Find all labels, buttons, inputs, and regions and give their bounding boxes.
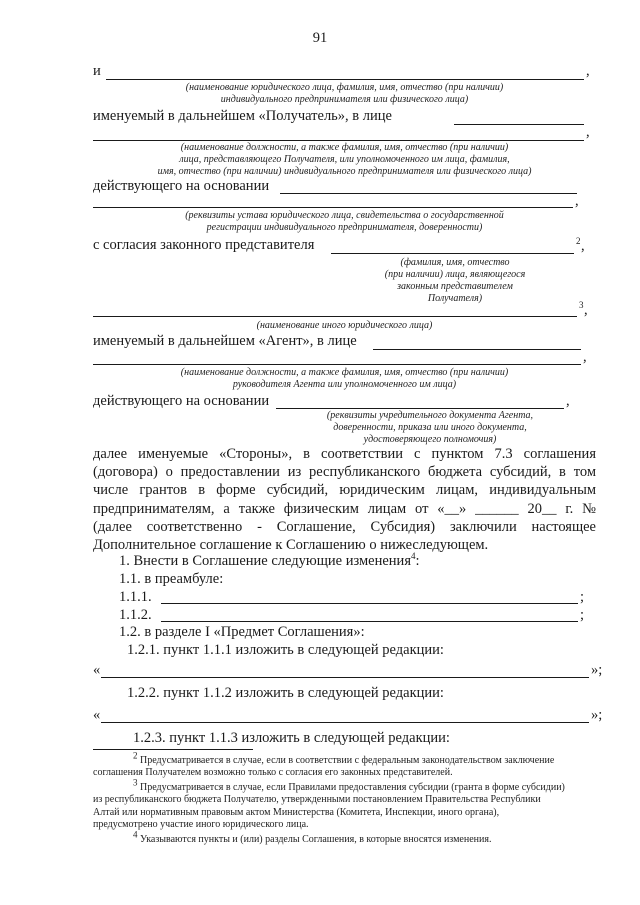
footnote-2: 2 Предусматривается в случае, если в соответствии с федеральным законодательством заключение соглашения Получателем возможно только с согласия его законных представителей. xyxy=(93,750,555,779)
fill-line xyxy=(93,140,584,141)
quote-close: »; xyxy=(591,662,603,678)
comma: , xyxy=(581,238,585,254)
fill-line xyxy=(331,253,574,254)
semicolon: ; xyxy=(580,589,585,605)
field-note: индивидуального предпринимателя или физического лица) xyxy=(220,94,469,105)
fill-line xyxy=(93,207,573,208)
footnote-ref: 4 xyxy=(410,551,416,562)
field-note: Получателя) xyxy=(427,293,483,304)
paragraph-line: числе грантов в форме субсидий, юридическим лицам, индивидуальным xyxy=(93,482,596,499)
field-note: законным представителем xyxy=(397,281,513,292)
comma: , xyxy=(586,63,590,79)
fill-line xyxy=(161,603,578,604)
paragraph-line: (далее соответственно - Соглашение, Субсидия) заключили настоящее xyxy=(93,518,596,535)
paragraph-line: (договора) о предоставлении из республиканского бюджета субсидий, в том xyxy=(93,464,596,481)
consent-label: с согласия законного представителя xyxy=(93,237,315,253)
field-note: (реквизиты учредительного документа Агента, xyxy=(326,410,534,421)
comma: , xyxy=(586,124,590,140)
paragraph-line: далее именуемые «Стороны», в соответствии с пунктом 7.3 соглашения xyxy=(93,446,596,462)
fill-line xyxy=(101,722,589,723)
acting-basis-label: действующего на основании xyxy=(93,393,270,409)
item-1-1-1: 1.1.1. xyxy=(119,589,152,605)
field-note: (наименование должности, а также фамилия, имя, отчество (при наличии) xyxy=(180,367,509,378)
field-note: (наименование юридического лица, фамилия, имя, отчество (при наличии) xyxy=(185,82,504,93)
recipient-label: именуемый в дальнейшем «Получатель», в лице xyxy=(93,108,392,124)
quote-close: »; xyxy=(591,707,603,723)
footnote-3: 3 Предусматривается в случае, если Правилами предоставления субсидии (гранта в форме субсидии) из республиканского бюджета Получателю, утвержденными постановлением Правительства Республики Алтай или нормативным правовым актом Министерства (Комитета, Инспекции, иного органа), предусмотрено участие иного юридического лица. xyxy=(93,777,565,831)
item-1-1-2: 1.1.2. xyxy=(119,607,152,623)
quote-open: « xyxy=(93,707,101,723)
paragraph-line: Дополнительное соглашение к Соглашению о нижеследующем. xyxy=(93,537,489,554)
fill-line xyxy=(373,349,581,350)
fill-line xyxy=(101,677,589,678)
footnote-ref: 3 xyxy=(579,300,584,310)
comma: , xyxy=(566,393,570,409)
fill-line xyxy=(276,408,564,409)
comma: , xyxy=(575,193,579,209)
agent-label: именуемый в дальнейшем «Агент», в лице xyxy=(93,333,357,349)
fill-line xyxy=(106,79,584,80)
page-number: 91 xyxy=(312,30,328,46)
semicolon: ; xyxy=(580,607,585,623)
field-note: регистрации индивидуального предпринимателя, доверенности) xyxy=(206,222,483,233)
footnote-ref: 2 xyxy=(576,236,581,246)
acting-basis-label: действующего на основании xyxy=(93,178,270,194)
comma: , xyxy=(583,349,587,365)
item-1-2: 1.2. в разделе I «Предмет Соглашения»: xyxy=(119,624,365,640)
field-note: (реквизиты устава юридического лица, свидетельства о государственной xyxy=(185,210,504,221)
item-1-1: 1.1. в преамбуле: xyxy=(119,571,224,587)
quote-open: « xyxy=(93,662,101,678)
fill-line xyxy=(93,316,577,317)
field-note: (наименование иного юридического лица) xyxy=(256,320,433,331)
comma: , xyxy=(584,302,588,318)
item-1-2-2: 1.2.2. пункт 1.1.2 изложить в следующей редакции: xyxy=(127,685,444,701)
field-note: (при наличии) лица, являющегося xyxy=(384,269,526,280)
field-note: лица, представляющего Получателя, или уполномоченного им лица, фамилия, xyxy=(179,154,510,165)
field-note: руководителя Агента или уполномоченного им лица) xyxy=(232,379,457,390)
preamble-paragraph xyxy=(93,445,596,554)
item-1: 1. Внести в Соглашение следующие изменения$^4$: xyxy=(119,551,420,569)
item-1-2-1: 1.2.1. пункт 1.1.1 изложить в следующей редакции: xyxy=(127,642,444,658)
footnote-4: 4 Указываются пункты и (или) разделы Соглашения, в которые вносятся изменения. xyxy=(133,829,492,845)
fill-line xyxy=(161,621,578,622)
footnote-separator xyxy=(93,749,253,750)
field-note: (наименование должности, а также фамилия, имя, отчество (при наличии) xyxy=(180,142,509,153)
field-note: доверенности, приказа или иного документа, xyxy=(333,422,527,433)
fill-line xyxy=(280,193,577,194)
field-note: (фамилия, имя, отчество xyxy=(400,257,510,268)
paragraph-line: предпринимателям, а также физическим лицам от «__» ______ 20__ г. № xyxy=(93,500,596,517)
field-note: удостоверяющего полномочия) xyxy=(363,434,497,445)
field-note: имя, отчество (при наличии) индивидуального предпринимателя или физического лица) xyxy=(157,166,532,177)
fill-line xyxy=(454,124,584,125)
fill-line xyxy=(93,364,581,365)
item-1-2-3: 1.2.3. пункт 1.1.3 изложить в следующей редакции: xyxy=(133,730,450,746)
and-label: и xyxy=(93,63,101,79)
